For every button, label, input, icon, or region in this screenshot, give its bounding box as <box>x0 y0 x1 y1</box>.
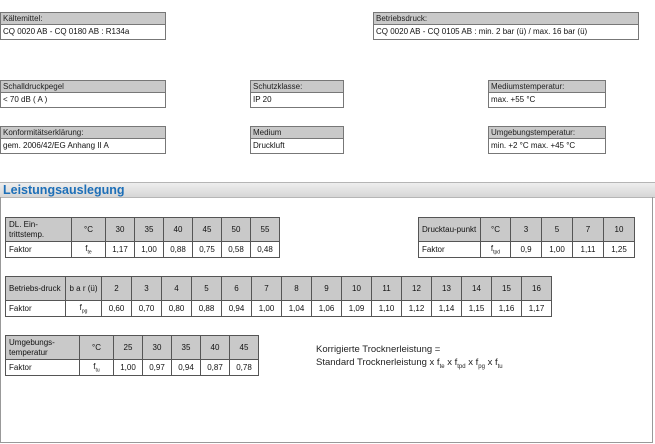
table-column-header: 16 <box>522 277 552 301</box>
table-header-label: Umgebungs-temperatur <box>6 336 80 360</box>
table-value: 1,06 <box>312 301 342 317</box>
table-value: 0,88 <box>164 242 193 258</box>
table-column-header: 40 <box>164 218 193 242</box>
field-value: Druckluft <box>250 139 344 154</box>
field-schalldruckpegel <box>0 80 166 108</box>
table-column-header: 45 <box>193 218 222 242</box>
table-value: 0,58 <box>222 242 251 258</box>
table-value: 1,25 <box>604 242 635 258</box>
table-value: 1,11 <box>573 242 604 258</box>
formula-line-1: Korrigierte Trocknerleistung = <box>316 344 441 355</box>
table-value: 0,70 <box>132 301 162 317</box>
formula <box>316 343 503 374</box>
factor-symbol <box>481 242 511 258</box>
table-column-header: 14 <box>462 277 492 301</box>
field-label: Schutzklasse: <box>250 80 344 93</box>
table-row-label: Faktor <box>419 242 481 258</box>
formula-subscript: te <box>439 363 445 370</box>
table-value: 1,00 <box>135 242 164 258</box>
formula-prefix: Standard Trocknerleistung x f <box>316 357 440 368</box>
table-value: 1,17 <box>106 242 135 258</box>
table-value: 1,16 <box>492 301 522 317</box>
table-unit: °C <box>481 218 511 242</box>
factor-symbol-sub: pg <box>81 308 88 315</box>
section-title: Leistungsauslegung <box>0 182 655 198</box>
field-medium <box>250 126 344 154</box>
field-value: CQ 0020 AB - CQ 0180 AB : R134a <box>0 25 166 40</box>
table-column-header: 35 <box>172 336 201 360</box>
field-umgebungstemperatur <box>488 126 606 154</box>
table-column-header: 5 <box>542 218 573 242</box>
table-value: 0,48 <box>251 242 280 258</box>
table-column-header: 7 <box>573 218 604 242</box>
field-label: Medium <box>250 126 344 139</box>
table-value: 1,17 <box>522 301 552 317</box>
factor-symbol <box>80 360 114 376</box>
table-header-label: Betriebs-druck <box>6 277 66 301</box>
table-value: 1,14 <box>432 301 462 317</box>
table-unit: °C <box>72 218 106 242</box>
table-value: 0,94 <box>172 360 201 376</box>
table-value: 1,00 <box>542 242 573 258</box>
table-unit: °C <box>80 336 114 360</box>
table-column-header: 55 <box>251 218 280 242</box>
table-value: 0,78 <box>230 360 259 376</box>
table-column-header: 2 <box>102 277 132 301</box>
table-umgebungstemperatur <box>5 335 259 376</box>
table-value: 0,60 <box>102 301 132 317</box>
table-column-header: 5 <box>192 277 222 301</box>
table-value: 1,09 <box>342 301 372 317</box>
field-label: Betriebsdruck: <box>373 12 639 25</box>
factor-symbol <box>72 242 106 258</box>
field-value: IP 20 <box>250 93 344 108</box>
table-column-header: 7 <box>252 277 282 301</box>
table-value: 0,87 <box>201 360 230 376</box>
field-mediumstemperatur <box>488 80 606 108</box>
field-schutzklasse <box>250 80 344 108</box>
table-column-header: 35 <box>135 218 164 242</box>
table-value: 1,10 <box>372 301 402 317</box>
table-drucktaupunkt <box>418 217 635 258</box>
table-value: 0,88 <box>192 301 222 317</box>
table-column-header: 8 <box>282 277 312 301</box>
table-column-header: 6 <box>222 277 252 301</box>
table-column-header: 45 <box>230 336 259 360</box>
formula-operator: x f <box>465 357 479 368</box>
table-column-header: 40 <box>201 336 230 360</box>
field-value: CQ 0020 AB - CQ 0105 AB : min. 2 bar (ü) / max. 16 bar (ü) <box>373 25 639 40</box>
table-value: 1,04 <box>282 301 312 317</box>
formula-subscript: tpd <box>457 363 466 370</box>
table-row-label: Faktor <box>6 301 66 317</box>
table-header-label: Drucktau-punkt <box>419 218 481 242</box>
table-column-header: 10 <box>342 277 372 301</box>
table-column-header: 11 <box>372 277 402 301</box>
factor-symbol-text: $f_{te}$ <box>85 243 92 256</box>
field-kaeltemittel <box>0 12 166 40</box>
formula-operator: x f <box>444 357 458 368</box>
field-label: Konformitätserklärung: <box>0 126 166 139</box>
field-konformitaet <box>0 126 166 154</box>
table-value: 1,00 <box>252 301 282 317</box>
table-column-header: 25 <box>114 336 143 360</box>
table-betriebsdruck <box>5 276 552 317</box>
field-label: Umgebungstemperatur: <box>488 126 606 139</box>
formula-operator: x f <box>484 357 498 368</box>
table-unit: b a r (ü) <box>66 277 102 301</box>
table-row-label: Faktor <box>6 360 80 376</box>
table-column-header: 15 <box>492 277 522 301</box>
table-column-header: 3 <box>511 218 542 242</box>
factor-symbol-text: $f_{pg}$ <box>79 302 88 315</box>
table-column-header: 4 <box>162 277 192 301</box>
table-column-header: 30 <box>143 336 172 360</box>
field-label: Schalldruckpegel <box>0 80 166 93</box>
field-value: < 70 dB ( A ) <box>0 93 166 108</box>
table-dl-eintrittstemp <box>5 217 280 258</box>
field-value: gem. 2006/42/EG Anhang II A <box>0 139 166 154</box>
table-column-header: 3 <box>132 277 162 301</box>
table-value: 1,00 <box>114 360 143 376</box>
table-column-header: 13 <box>432 277 462 301</box>
table-value: 0,97 <box>143 360 172 376</box>
factor-symbol-sub: tu <box>95 367 100 374</box>
table-column-header: 30 <box>106 218 135 242</box>
factor-symbol-sub: tpd <box>493 249 501 256</box>
table-value: 0,94 <box>222 301 252 317</box>
formula-subscript: tu <box>497 363 503 370</box>
field-value: max. +55 °C <box>488 93 606 108</box>
field-label: Mediumstemperatur: <box>488 80 606 93</box>
factor-symbol-text: $f_{tpd}$ <box>490 243 501 256</box>
table-value: 1,12 <box>402 301 432 317</box>
table-value: 1,15 <box>462 301 492 317</box>
field-label: Kältemittel: <box>0 12 166 25</box>
table-value: 0,75 <box>193 242 222 258</box>
field-betriebsdruck <box>373 12 639 40</box>
table-column-header: 9 <box>312 277 342 301</box>
field-value: min. +2 °C max. +45 °C <box>488 139 606 154</box>
table-column-header: 10 <box>604 218 635 242</box>
table-column-header: 12 <box>402 277 432 301</box>
table-column-header: 50 <box>222 218 251 242</box>
table-row-label: Faktor <box>6 242 72 258</box>
formula-line-2 <box>316 356 503 374</box>
table-header-label: DL. Ein-trittstemp. <box>6 218 72 242</box>
factor-symbol-text: $f_{tu}$ <box>93 361 100 374</box>
table-value: 0,9 <box>511 242 542 258</box>
factor-symbol-sub: te <box>87 249 92 256</box>
table-value: 0,80 <box>162 301 192 317</box>
formula-subscript: pg <box>478 363 485 370</box>
factor-symbol <box>66 301 102 317</box>
